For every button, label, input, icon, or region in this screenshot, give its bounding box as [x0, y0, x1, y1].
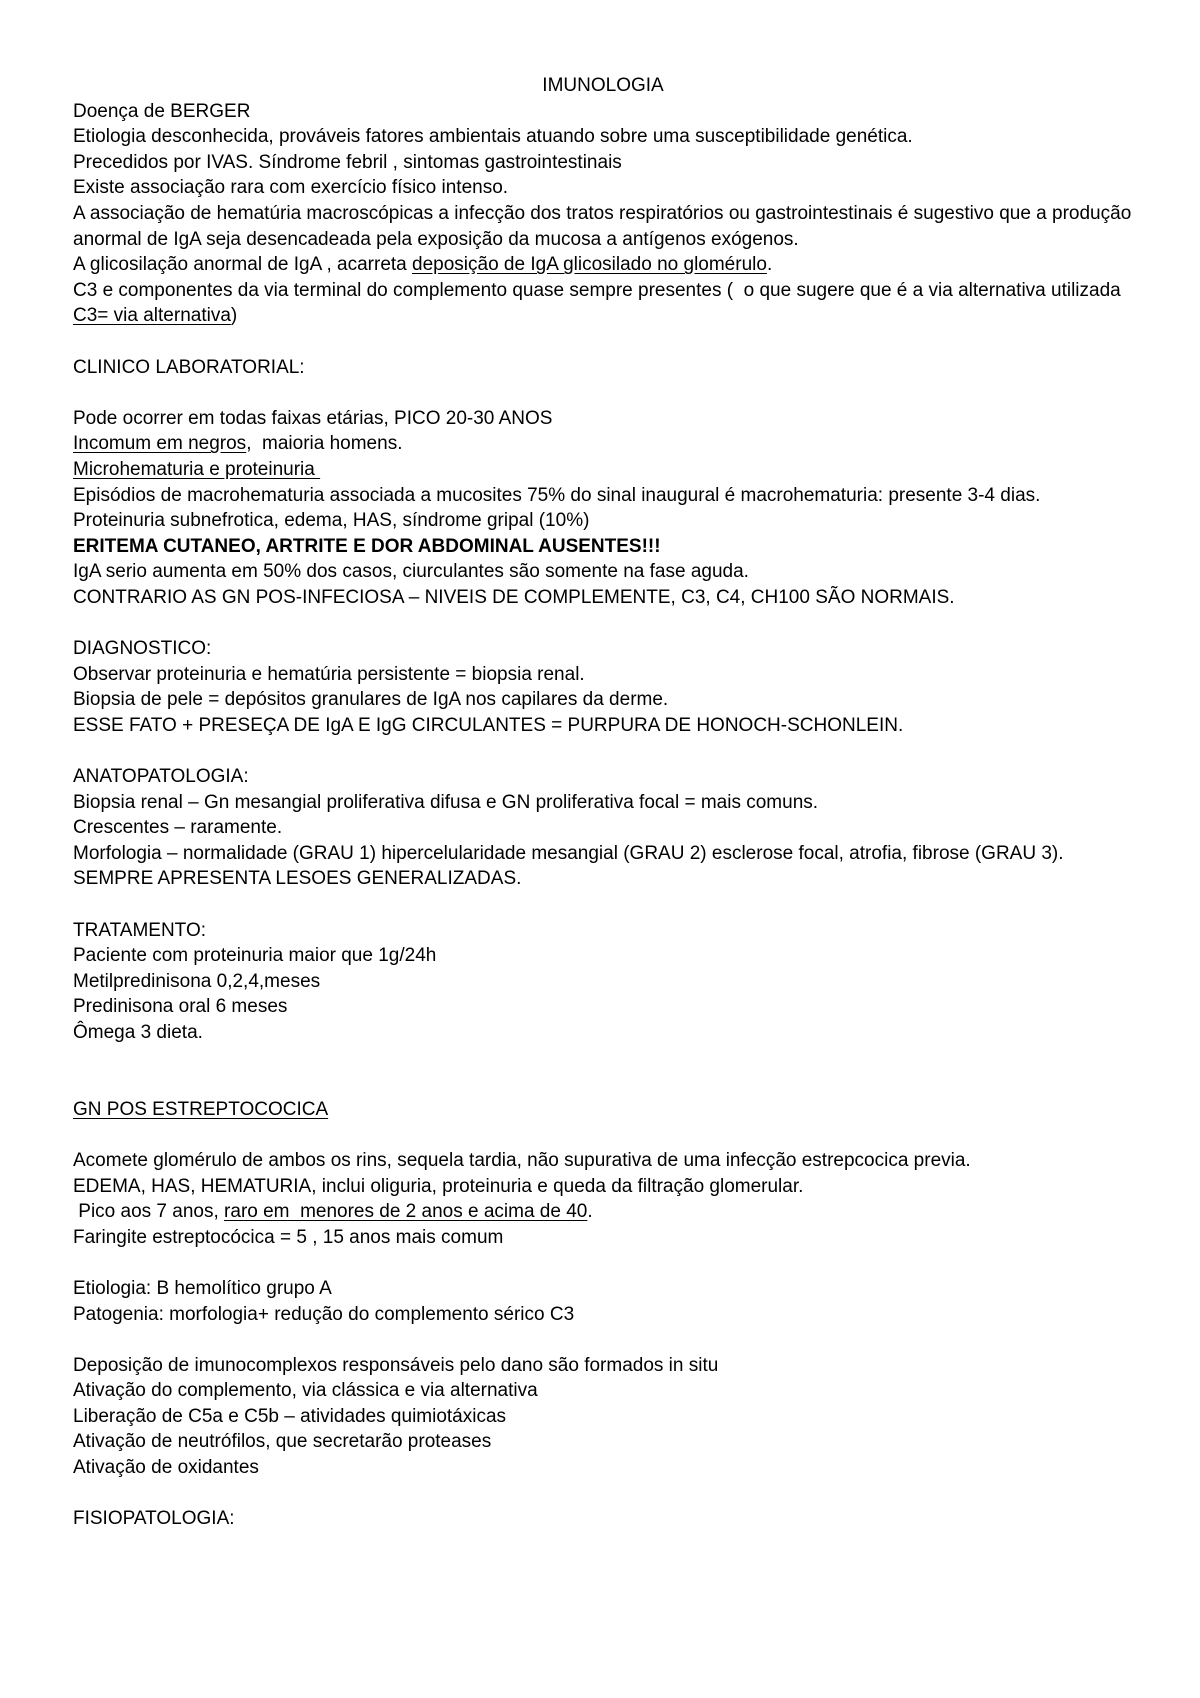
- paragraph: IgA serio aumenta em 50% dos casos, ciurculantes são somente na fase aguda.: [73, 561, 749, 583]
- paragraph: [73, 457, 1133, 483]
- paragraph: [73, 431, 1133, 457]
- section-heading-berger: Doença de BERGER: [73, 100, 251, 122]
- paragraph: Paciente com proteinuria maior que 1g/24h: [73, 945, 437, 967]
- paragraph: Precedidos por IVAS. Síndrome febril , sintomas gastrointestinais: [73, 151, 622, 173]
- page-title: IMUNOLOGIA: [542, 75, 664, 96]
- text-span: Pico aos 7 anos,: [73, 1201, 225, 1223]
- paragraph: Predinisona oral 6 meses: [73, 996, 288, 1018]
- bold-warning: ERITEMA CUTANEO, ARTRITE E DOR ABDOMINAL AUSENTES!!!: [73, 535, 661, 557]
- paragraph: Observar proteinuria e hematúria persistente = biopsia renal.: [73, 663, 585, 685]
- paragraph: Liberação de C5a e C5b – atividades quimiotáxicas: [73, 1405, 507, 1427]
- paragraph: Ômega 3 dieta.: [73, 1021, 203, 1043]
- paragraph: [73, 278, 1133, 329]
- blank-line: [73, 1071, 1133, 1097]
- paragraph: Deposição de imunocomplexos responsáveis pelo dano são formados in situ: [73, 1354, 719, 1376]
- blank-line: [73, 738, 1133, 764]
- paragraph: Crescentes – raramente.: [73, 817, 283, 839]
- blank-line: [73, 610, 1133, 636]
- text-span: C3 e componentes da via terminal do complemento quase sempre presentes ( o que sugere que é a via alternativa utilizada: [73, 279, 1126, 301]
- paragraph: Etiologia: B hemolítico grupo A: [73, 1277, 332, 1299]
- blank-line: [73, 1250, 1133, 1276]
- text-span: .: [587, 1201, 593, 1223]
- paragraph: CONTRARIO AS GN POS-INFECIOSA – NIVEIS DE COMPLEMENTE, C3, C4, CH100 SÃO NORMAIS.: [73, 586, 955, 608]
- paragraph: ESSE FATO + PRESEÇA DE IgA E IgG CIRCULANTES = PURPURA DE HONOCH-SCHONLEIN.: [73, 714, 904, 736]
- paragraph: Ativação do complemento, via clássica e via alternativa: [73, 1380, 538, 1402]
- paragraph: Proteinuria subnefrotica, edema, HAS, síndrome gripal (10%): [73, 510, 590, 532]
- blank-line: [73, 380, 1133, 406]
- paragraph: Morfologia – normalidade (GRAU 1) hipercelularidade mesangial (GRAU 2) esclerose focal, atrofia, fibrose (GRAU 3).: [73, 842, 1064, 864]
- section-heading-anatopatologia: ANATOPATOLOGIA:: [73, 766, 249, 788]
- underlined-text: deposição de IgA glicosilado no glomérulo: [412, 254, 767, 276]
- paragraph: Etiologia desconhecida, prováveis fatores ambientais atuando sobre uma susceptibilidade genética.: [73, 126, 913, 148]
- section-heading-gn-pos: GN POS ESTREPTOCOCICA: [73, 1098, 329, 1120]
- underlined-text: raro em menores de 2 anos e acima de 40: [224, 1201, 588, 1223]
- text-span: .: [766, 254, 773, 276]
- underlined-text: C3= via alternativa: [73, 305, 231, 327]
- paragraph: A associação de hematúria macroscópicas a infecção dos tratos respiratórios ou gastrointestinais é sugestivo que a produção anormal de IgA seja desencadeada pela exposição da mucosa a antígenos exógenos.: [73, 202, 1137, 250]
- blank-line: [73, 1122, 1133, 1148]
- paragraph: Ativação de neutrófilos, que secretarão proteases: [73, 1431, 492, 1453]
- paragraph: Faringite estreptocócica = 5 , 15 anos mais comum: [73, 1226, 504, 1248]
- section-heading-fisiopatologia: FISIOPATOLOGIA:: [73, 1508, 235, 1530]
- text-span: , maioria homens.: [246, 433, 403, 455]
- paragraph: Episódios de macrohematuria associada a mucosites 75% do sinal inaugural é macrohematuria: presente 3-4 dias.: [73, 484, 1041, 506]
- paragraph: [73, 1199, 1133, 1225]
- paragraph: Metilpredinisona 0,2,4,meses: [73, 970, 321, 992]
- underlined-text: Microhematuria e proteinuria: [73, 458, 321, 480]
- blank-line: [73, 1046, 1133, 1072]
- paragraph: SEMPRE APRESENTA LESOES GENERALIZADAS.: [73, 868, 522, 890]
- underlined-text: Incomum em negros: [73, 433, 247, 455]
- paragraph: Existe associação rara com exercício físico intenso.: [73, 177, 509, 199]
- paragraph: Ativação de oxidantes: [73, 1457, 259, 1479]
- blank-line: [73, 329, 1133, 355]
- paragraph: Pode ocorrer em todas faixas etárias, PICO 20-30 ANOS: [73, 407, 553, 429]
- blank-line: [73, 892, 1133, 918]
- paragraph: Biopsia renal – Gn mesangial proliferativa difusa e GN proliferativa focal = mais comuns.: [73, 791, 819, 813]
- paragraph: [73, 252, 1133, 278]
- paragraph: EDEMA, HAS, HEMATURIA, inclui oliguria, proteinuria e queda da filtração glomerular.: [73, 1175, 804, 1197]
- text-span: A glicosilação anormal de IgA , acarreta: [73, 254, 413, 276]
- text-span: ): [230, 305, 238, 327]
- blank-line: [73, 1481, 1133, 1507]
- section-heading-diagnostico: DIAGNOSTICO:: [73, 638, 212, 660]
- section-heading-tratamento: TRATAMENTO:: [73, 919, 206, 941]
- paragraph: Patogenia: morfologia+ redução do complemento sérico C3: [73, 1303, 575, 1325]
- section-heading-clinico: CLINICO LABORATORIAL:: [73, 356, 305, 378]
- document-content: [73, 73, 1137, 1532]
- paragraph: Acomete glomérulo de ambos os rins, sequela tardia, não supurativa de uma infecção estrepcocica previa.: [73, 1149, 971, 1171]
- paragraph: Biopsia de pele = depósitos granulares de IgA nos capilares da derme.: [73, 689, 669, 711]
- blank-line: [73, 1327, 1133, 1353]
